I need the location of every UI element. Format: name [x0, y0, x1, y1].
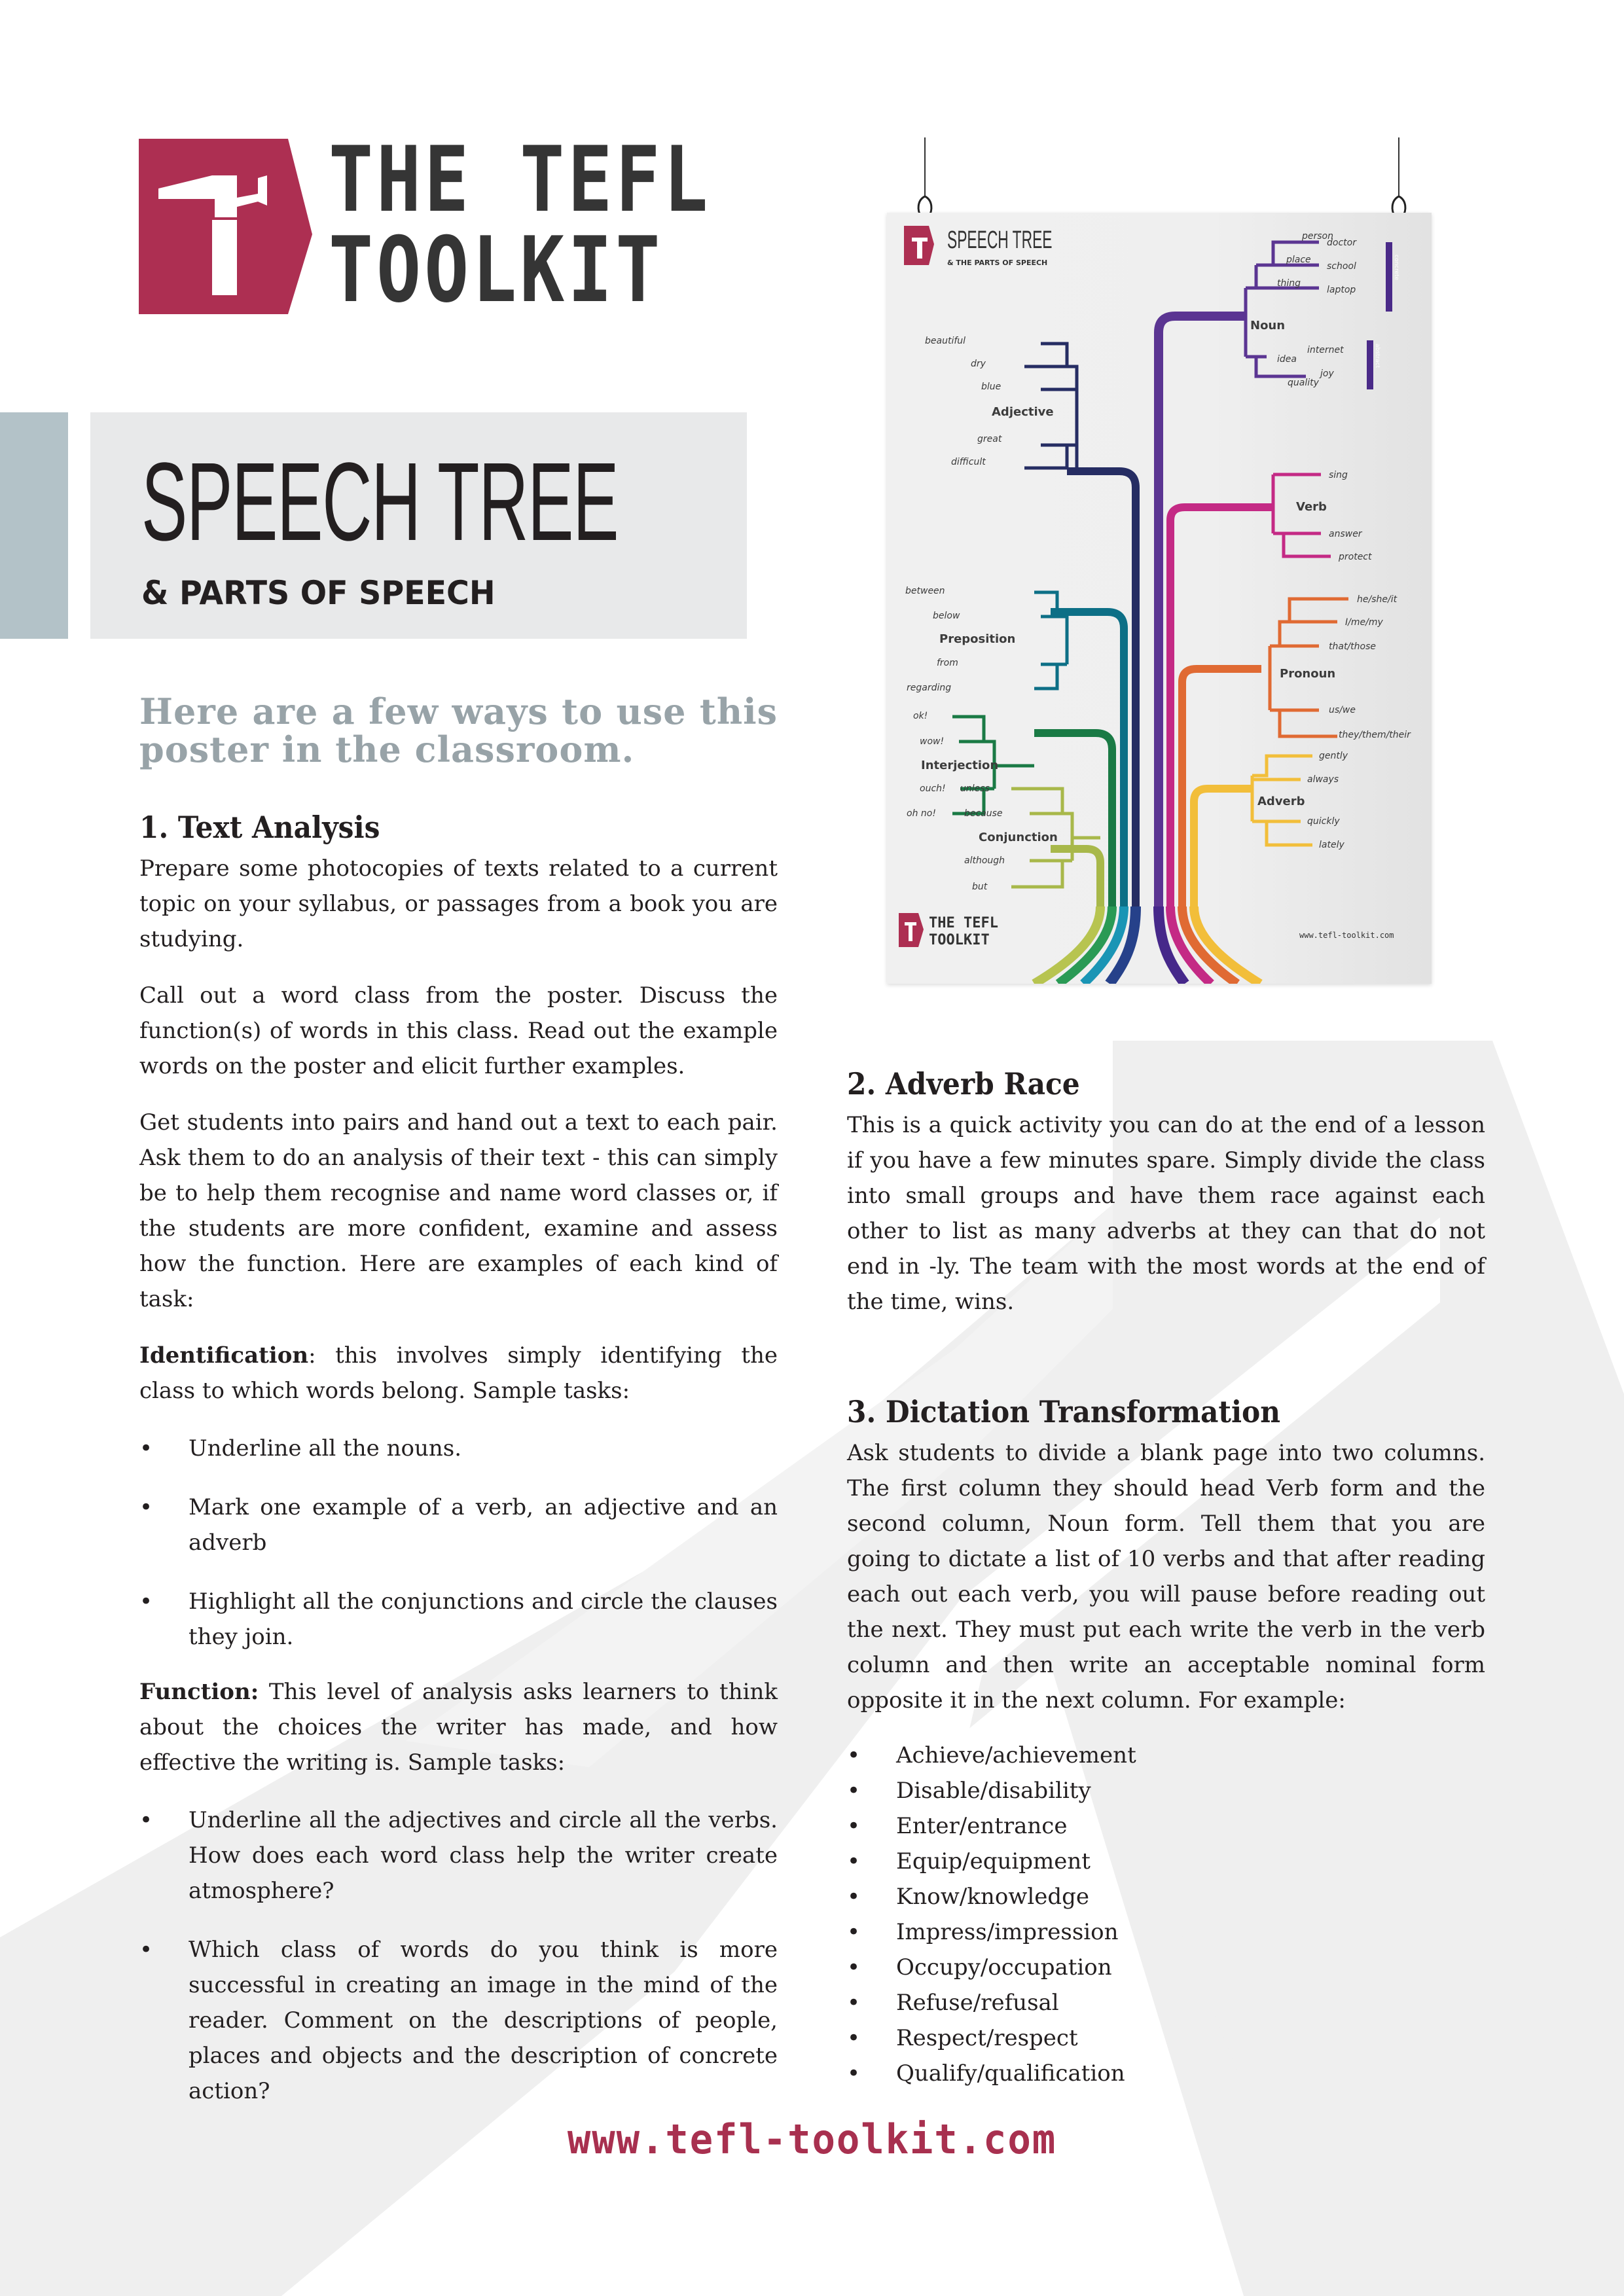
text-analysis-p2: Call out a word class from the poster. Discuss the function(s) of words in this class. Read out the example words on the poster and elicit further examples.	[139, 982, 778, 1079]
svg-text:gently: gently	[1319, 751, 1348, 761]
svg-text:abstract: abstract	[1374, 344, 1380, 368]
function-paragraph	[139, 1674, 778, 1780]
list-item: • Qualify/qualification	[847, 2056, 1485, 2091]
svg-text:dry: dry	[971, 359, 986, 369]
list-item: • Enter/entrance	[847, 1808, 1485, 1844]
svg-text:TOOLKIT: TOOLKIT	[929, 932, 990, 948]
svg-text:ouch!: ouch!	[920, 783, 946, 794]
svg-text:I/me/my: I/me/my	[1345, 617, 1383, 628]
list-item: • Underline all the nouns.	[139, 1431, 778, 1466]
page-subtitle: & PARTS OF SPEECH	[141, 574, 496, 612]
list-item: • Respect/respect	[847, 2020, 1485, 2056]
svg-text:because: because	[964, 808, 1003, 819]
svg-text:concrete: concrete	[1393, 255, 1399, 281]
right-column-dictation	[847, 1392, 1485, 2091]
function-list	[139, 1803, 778, 2109]
svg-text:thing: thing	[1277, 278, 1301, 289]
svg-text:difficult: difficult	[951, 457, 986, 467]
footer-website-link[interactable]: www.tefl-toolkit.com	[567, 2115, 1057, 2163]
svg-text:answer: answer	[1329, 529, 1362, 539]
function-label: Function:	[139, 1679, 259, 1705]
poster-title: SPEECH TREE	[947, 226, 1053, 254]
list-item: • Mark one example of a verb, an adjective and an adverb	[139, 1490, 778, 1560]
svg-text:ok!: ok!	[913, 711, 928, 721]
svg-text:unless: unless	[960, 783, 990, 794]
page-title: SPEECH TREE	[141, 440, 619, 564]
section-heading-dictation: 3. Dictation Transformation	[847, 1394, 1281, 1429]
svg-text:they/them/their: they/them/their	[1339, 730, 1411, 740]
svg-text:quickly: quickly	[1307, 816, 1340, 827]
function-text: This level of analysis asks learners to think about the choices the writer has made, and how effective the writing is. Sample tasks:	[139, 1679, 778, 1776]
logo-line-1: THE TEFL	[329, 127, 712, 232]
logo-line-2: TOOLKIT	[329, 217, 664, 323]
svg-text:joy: joy	[1320, 368, 1334, 379]
text-analysis-p3: Get students into pairs and hand out a text to each pair. Ask them to do an analysis of their text - this can simply be to help them recognise and name word classes or, if the students are more confident, examine and assess how the function. Here are examples of each kind of task:	[139, 1109, 778, 1312]
section-heading-text-analysis: 1. Text Analysis	[139, 810, 380, 845]
svg-text:Conjunction: Conjunction	[979, 831, 1058, 844]
svg-text:blue: blue	[981, 382, 1001, 392]
speech-tree-diagram	[887, 213, 1432, 984]
list-item: • Refuse/refusal	[847, 1985, 1485, 2020]
svg-text:sing: sing	[1329, 470, 1348, 480]
identification-label: Identification	[139, 1342, 309, 1369]
list-item: • Impress/impression	[847, 1914, 1485, 1950]
svg-text:regarding: regarding	[907, 683, 952, 693]
svg-text:Interjection: Interjection	[921, 759, 999, 772]
svg-text:idea: idea	[1277, 354, 1297, 365]
tefl-toolkit-logo	[139, 127, 712, 323]
list-item: • Disable/disability	[847, 1773, 1485, 1808]
dictation-examples-list	[847, 1738, 1485, 2091]
svg-text:wow!: wow!	[920, 736, 945, 747]
intro-heading: Here are a few ways to use this poster in the classroom.	[139, 691, 778, 770]
svg-text:Adjective: Adjective	[992, 405, 1054, 419]
svg-text:THE TEFL: THE TEFL	[929, 915, 998, 931]
svg-text:but: but	[972, 882, 988, 892]
identification-list	[139, 1431, 778, 1655]
svg-text:oh no!: oh no!	[907, 808, 936, 819]
svg-text:lately: lately	[1319, 840, 1344, 850]
svg-text:he/she/it: he/she/it	[1357, 594, 1398, 605]
adverb-race-p1: This is a quick activity you can do at the end of a lesson if you have a few minutes spare. Simply divide the class into small groups and have them race against each other to list as many adverbs at they can that do not end in -ly. The team with the most words at the end of the time, wins.	[847, 1112, 1485, 1315]
identification-paragraph	[139, 1338, 778, 1408]
speech-tree-poster	[887, 137, 1434, 988]
dictation-p1: Ask students to divide a blank page into two columns. The first column they should head Verb form and the second column, Noun form. Tell them that you are going to dictate a list of 10 verbs and that after reading each out each verb, you will pause before reading out the next. They must put each write the verb in the verb column and then write an acceptable nominal form opposite it in the next column. For example:	[847, 1440, 1485, 1713]
svg-text:protect: protect	[1339, 552, 1372, 562]
svg-text:below: below	[933, 611, 960, 621]
svg-text:laptop: laptop	[1327, 285, 1356, 295]
svg-text:person: person	[1302, 231, 1333, 242]
svg-text:www.tefl-toolkit.com: www.tefl-toolkit.com	[1299, 931, 1394, 940]
svg-text:us/we: us/we	[1329, 705, 1356, 715]
svg-text:beautiful: beautiful	[925, 336, 966, 346]
svg-text:doctor: doctor	[1327, 238, 1356, 248]
list-item: • Achieve/achievement	[847, 1738, 1485, 1773]
section-heading-adverb-race: 2. Adverb Race	[847, 1066, 1080, 1102]
text-analysis-p1: Prepare some photocopies of texts related to a current topic on your syllabus, or passages from a book you are studying.	[139, 855, 778, 952]
svg-text:Pronoun: Pronoun	[1280, 667, 1336, 681]
svg-text:Verb: Verb	[1296, 500, 1327, 514]
svg-text:internet: internet	[1307, 345, 1344, 355]
svg-text:from: from	[937, 658, 958, 668]
list-item: • Equip/equipment	[847, 1844, 1485, 1879]
svg-text:although: although	[964, 855, 1005, 866]
title-box	[90, 412, 747, 639]
list-item: • Occupy/occupation	[847, 1950, 1485, 1985]
hammer-t-icon	[139, 139, 312, 314]
svg-text:Adverb: Adverb	[1257, 795, 1305, 808]
svg-text:that/those: that/those	[1329, 641, 1376, 652]
right-column-adverb-race	[847, 1064, 1485, 1319]
list-item: • Which class of words do you think is more successful in creating an image in the mind of the reader. Comment on the descriptions of people, places and objects and the description of concrete action?	[139, 1932, 778, 2109]
svg-text:between: between	[905, 586, 945, 596]
svg-text:great: great	[977, 434, 1002, 444]
svg-text:Noun: Noun	[1250, 319, 1286, 332]
identification-text: : this involves simply identifying the class to which words belong. Sample tasks:	[139, 1342, 778, 1404]
poster-subtitle: & THE PARTS OF SPEECH	[947, 259, 1048, 267]
left-column	[139, 692, 778, 2109]
svg-text:always: always	[1307, 774, 1339, 785]
svg-text:school: school	[1327, 261, 1356, 272]
poster-sheet	[887, 213, 1432, 984]
svg-text:quality: quality	[1288, 378, 1319, 388]
list-item: • Underline all the adjectives and circle all the verbs. How does each word class help the writer create atmosphere?	[139, 1803, 778, 1909]
list-item: • Highlight all the conjunctions and circle the clauses they join.	[139, 1584, 778, 1655]
title-side-bar	[0, 412, 68, 639]
svg-text:Preposition: Preposition	[939, 632, 1016, 646]
list-item: • Know/knowledge	[847, 1879, 1485, 1914]
svg-text:place: place	[1286, 255, 1311, 265]
